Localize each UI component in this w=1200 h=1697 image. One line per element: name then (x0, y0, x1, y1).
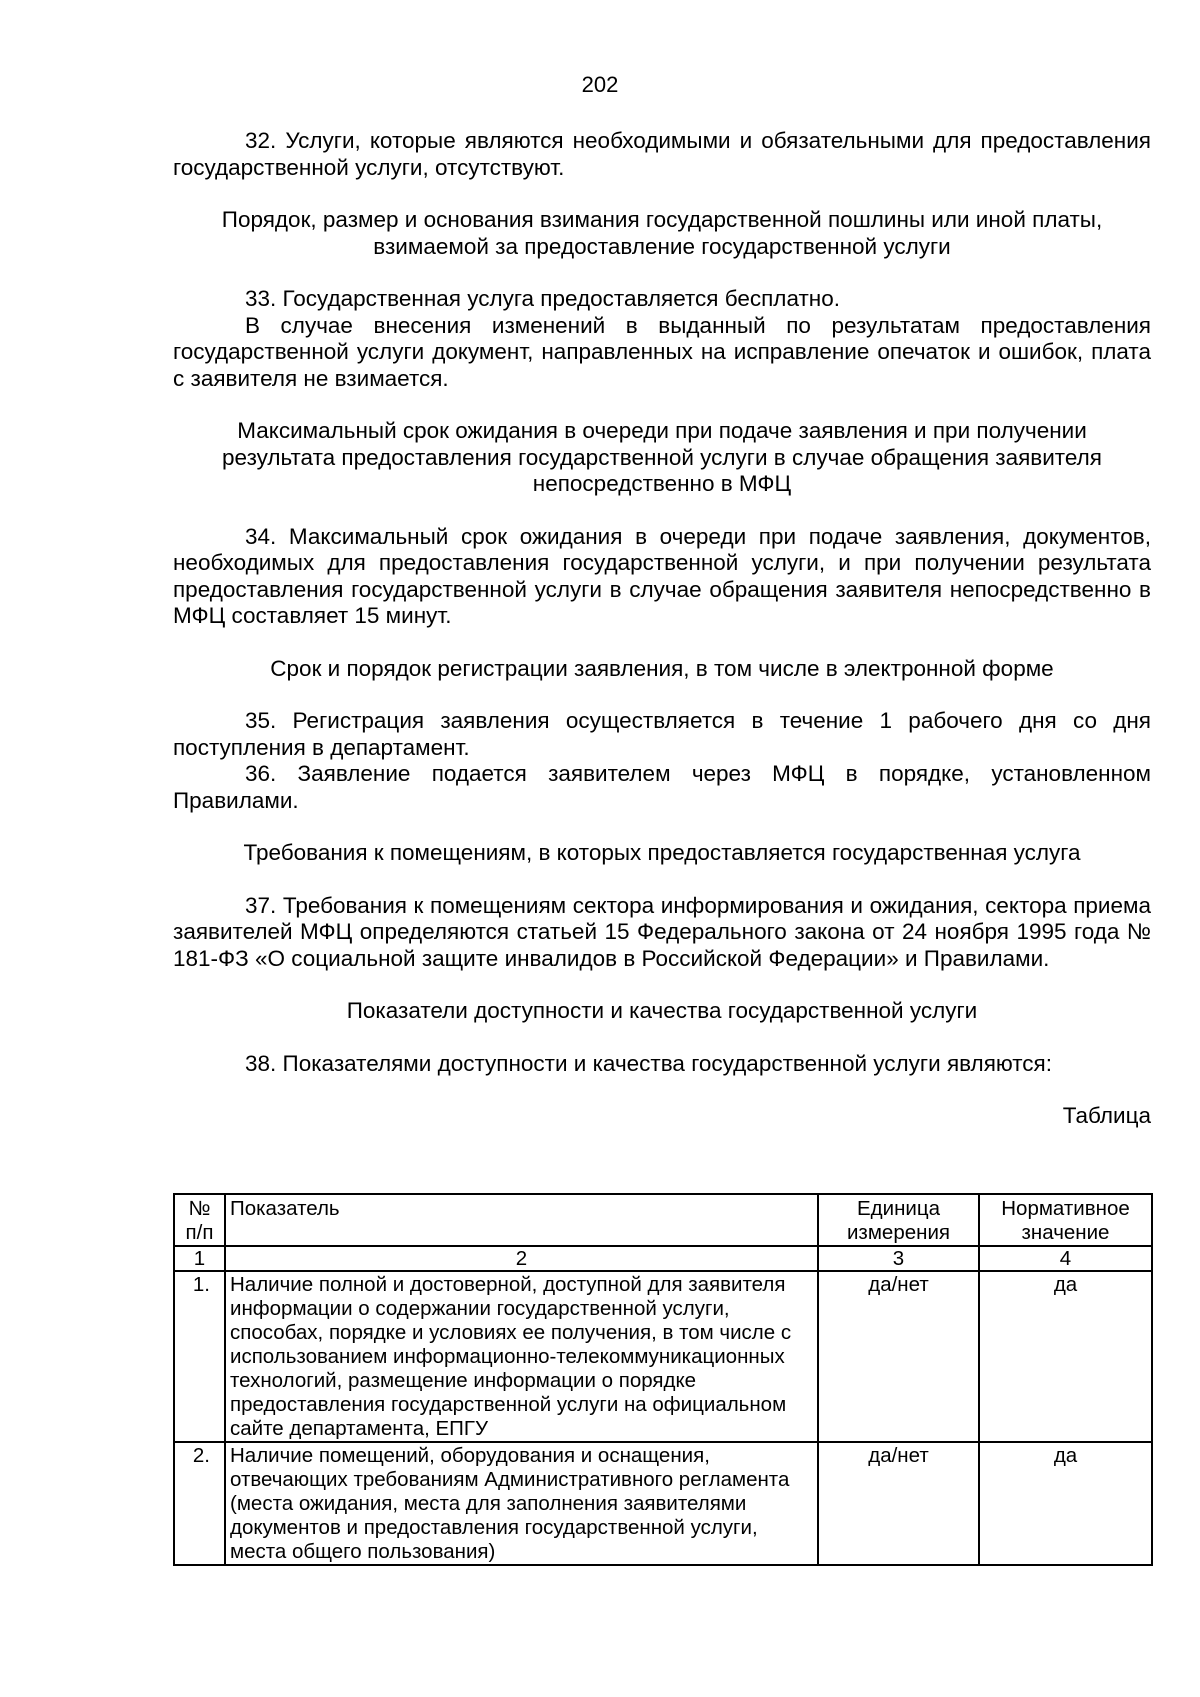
header-indicator: Показатель (225, 1194, 818, 1246)
heading-waiting-time: Максимальный срок ожидания в очереди при подаче заявления и при получении результата предоставления государственной услуги в случае обращения заявителя непосредственно в МФЦ (222, 418, 1102, 496)
row-norm: да (979, 1442, 1152, 1565)
table-header-row (174, 1194, 1152, 1246)
header-norm: Нормативное значение (979, 1194, 1152, 1246)
heading-premises: Требования к помещениям, в которых предоставляется государственная услуга (243, 840, 1081, 865)
paragraph-33a: 33. Государственная услуга предоставляется бесплатно. (245, 286, 840, 311)
header-unit: Единица измерения (818, 1194, 979, 1246)
paragraph-34: 34. Максимальный срок ожидания в очереди при подаче заявления, документов, необходимых для предоставления государственной услуги, и при получении результата предоставления государственной услуги в случае обращения заявителя непосредственно в МФЦ составляет 15 минут. (173, 523, 1151, 628)
paragraph-38: 38. Показателями доступности и качества государственной услуги являются: (245, 1050, 1052, 1076)
document-body (173, 128, 1151, 1130)
paragraph-35: 35. Регистрация заявления осуществляется в течение 1 рабочего дня со дня поступления в департамент. (173, 708, 1151, 760)
row-unit: да/нет (818, 1442, 979, 1565)
column-number: 3 (818, 1246, 979, 1271)
heading-registration: Срок и порядок регистрации заявления, в том числе в электронной форме (270, 655, 1054, 681)
row-num: 1. (174, 1271, 225, 1442)
paragraph-37: 37. Требования к помещениям сектора информирования и ожидания, сектора приема заявителей МФЦ определяются статьей 15 Федерального закона от 24 ноября 1995 года № 181-ФЗ «О социальной защите инвалидов в Российской Федерации» и Правилами. (173, 892, 1151, 971)
page-number: 202 (581, 72, 619, 97)
table-label: Таблица (1062, 1103, 1151, 1128)
paragraph-36: 36. Заявление подается заявителем через МФЦ в порядке, установленном Правилами. (173, 761, 1151, 813)
heading-fee: Порядок, размер и основания взимания государственной пошлины или иной платы, взимаемой за предоставление государственной услуги (221, 207, 1103, 259)
column-number: 1 (174, 1246, 225, 1271)
indicators-table (173, 1193, 1153, 1566)
row-unit: да/нет (818, 1271, 979, 1442)
row-num: 2. (174, 1442, 225, 1565)
paragraph-33b: В случае внесения изменений в выданный по результатам предоставления государственной услуги документ, направленных на исправление опечаток и ошибок, плата с заявителя не взимается. (173, 312, 1151, 391)
column-number: 4 (979, 1246, 1152, 1271)
row-indicator: Наличие помещений, оборудования и оснащения, отвечающих требованиям Административного регламента (места ожидания, места для заполнения заявителями документов и предоставления государственной услуги, места общего пользования) (225, 1442, 818, 1565)
header-num: № п/п (174, 1194, 225, 1246)
paragraph-32: 32. Услуги, которые являются необходимыми и обязательными для предоставления государственной услуги, отсутствуют. (173, 128, 1151, 180)
row-norm: да (979, 1271, 1152, 1442)
row-indicator: Наличие полной и достоверной, доступной для заявителя информации о содержании государственной услуги, способах, порядке и условиях ее получения, в том числе с использованием информационно-телекоммуникационных технологий, размещение информации о порядке предоставления государственной услуги на официальном сайте департамента, ЕПГУ (225, 1271, 818, 1442)
column-numbers-row (174, 1246, 1152, 1271)
table-row (174, 1442, 1152, 1565)
table-row (174, 1271, 1152, 1442)
column-number: 2 (225, 1246, 818, 1271)
heading-quality: Показатели доступности и качества государственной услуги (346, 998, 978, 1023)
